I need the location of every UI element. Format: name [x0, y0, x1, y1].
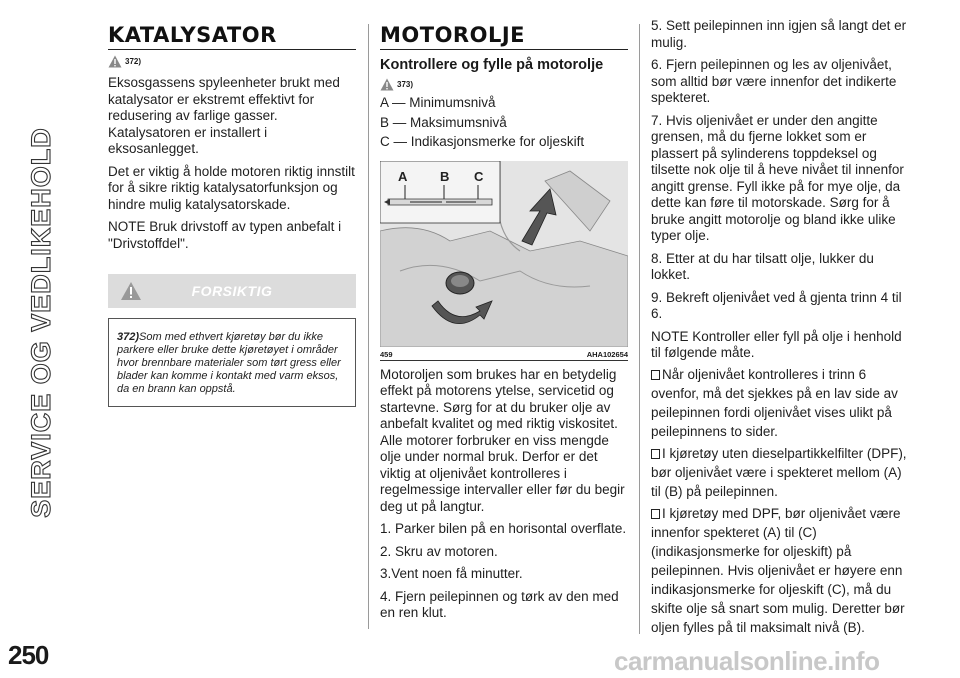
figure-number: 459	[380, 349, 393, 359]
caution-box	[108, 318, 356, 407]
checkbox-bullet-icon	[651, 370, 660, 380]
warning-triangle-icon	[120, 281, 142, 301]
step-1: 1. Parker bilen på en horisontal overflate.	[380, 521, 627, 536]
bullet-item	[651, 444, 913, 501]
engine-oil-paragraph: Motoroljen som brukes har en betydelig effekt på motorens ytelse, servicetid og startevne. Sørg for at du bruker olje av anbefalt kvalitet og med riktig viskositet. Alle motorer forbruker en viss mengde olje under normal bruk. Derfor er det viktig at oljenivået kontrolleres i regelmessige intervaller eller før du begir deg ut på langtur.	[380, 366, 625, 514]
page-number: 250	[8, 640, 49, 670]
bullet-item	[651, 365, 913, 441]
figure-label-b: B	[440, 168, 450, 184]
step-7: 7. Hvis oljenivået er under den angitte grensen, må du fjerne lokket som er plassert på sylinderens toppdeksel og tilsette nok olje til å heve nivået til innenfor angitt grense. Fyll ikke på for mye olje, da dette kan føre til motorskade. Sørg for å bruke angitt motorolje og bland ikke ulike typer olje.	[651, 112, 904, 243]
catalyst-note: NOTE Bruk drivstoff av typen anbefalt i "Drivstoffdel".	[108, 219, 342, 251]
bullet-item	[651, 504, 913, 637]
bullet-text-2: I kjøretøy uten dieselpartikkelfilter (DPF), bør oljenivået være i spekteret mellom (A) til (B) på peilepinnen.	[651, 445, 907, 499]
catalyst-section	[108, 22, 356, 407]
step-4: 4. Fjern peilepinnen og tørk av den med en ren klut.	[380, 588, 619, 620]
dipstick-illustration	[380, 161, 628, 347]
column-divider	[368, 24, 369, 629]
step-3: 3.Vent noen få minutter.	[380, 566, 523, 581]
legend-b: B — Maksimumsnivå	[380, 114, 507, 130]
catalyst-paragraph-1: Eksosgassens spyleenheter brukt med katalysator er ekstremt effektivt for redusering av farlige gasser. Katalysatoren er installert i eksosanlegget.	[108, 75, 340, 156]
checkbox-bullet-icon	[651, 509, 660, 519]
caution-text	[117, 331, 349, 396]
catalyst-warning-ref	[108, 53, 356, 69]
engine-oil-subheading: Kontrollere og fylle på motorolje	[380, 57, 604, 73]
warning-triangle-icon	[380, 78, 394, 91]
watermark: carmanualsonline.info	[614, 646, 880, 676]
step-5: 5. Sett peilepinnen inn igjen så langt det er mulig.	[651, 18, 907, 50]
engine-oil-steps-continued	[651, 18, 913, 637]
side-section-title	[18, 22, 64, 622]
legend-c: C — Indikasjonsmerke for oljeskift	[380, 134, 585, 149]
engine-oil-ref-number: 373)	[397, 79, 414, 89]
step-8: 8. Etter at du har tilsatt olje, lukker du lokket.	[651, 250, 874, 282]
caution-label: FORSIKTIG	[191, 283, 273, 299]
checkbox-bullet-icon	[651, 449, 660, 459]
catalyst-ref-number: 372)	[125, 56, 142, 66]
figure-label-c: C	[474, 168, 484, 184]
engine-oil-section	[380, 22, 628, 622]
figure-code: AHA102654	[586, 349, 628, 359]
step-6: 6. Fjern peilepinnen og les av oljenivået, som alltid bør være innenfor det indikerte spekteret.	[651, 57, 897, 105]
caution-number: 372)	[117, 331, 140, 343]
catalyst-heading: KATALYSATOR	[108, 22, 356, 50]
figure-label-a: A	[398, 168, 408, 184]
note: NOTE Kontroller eller fyll på olje i henhold til følgende måte.	[651, 328, 902, 360]
engine-oil-warning-ref	[380, 76, 628, 92]
bullet-text-3: I kjøretøy med DPF, bør oljenivået være innenfor spekteret (A) til (C) (indikasjonsmerke for oljeskift) på peilepinnen. Hvis oljenivået er høyere enn indikasjonsmerke for oljeskift (C), må du skifte olje så snart som mulig. Deretter bør oljen fylles på til maksimalt nivå (B).	[651, 505, 905, 635]
legend-a: A — Minimumsnivå	[380, 95, 496, 110]
figure-caption	[380, 350, 628, 359]
bullet-text-1: Når oljenivået kontrolleres i trinn 6 ovenfor, må det sjekkes på en lav side av peilepinnen fordi oljenivået vises ulikt på peilepinnens to sider.	[651, 366, 898, 439]
step-9: 9. Bekreft oljenivået ved å gjenta trinn 4 til 6.	[651, 289, 902, 321]
column-divider	[639, 24, 640, 634]
dipstick-illustration-drawing	[380, 161, 628, 347]
side-section-title-text: SERVICE OG VEDLIKEHOLD	[25, 126, 56, 518]
catalyst-paragraph-2: Det er viktig å holde motoren riktig innstilt for å sikre riktig katalysatorfunksjon og hindre mulig katalysatorskade.	[108, 163, 355, 212]
step-2: 2. Skru av motoren.	[380, 543, 498, 559]
figure-caption-rule	[380, 360, 628, 361]
caution-header	[108, 274, 356, 308]
engine-oil-heading: MOTOROLJE	[380, 22, 628, 50]
caution-body: Som med ethvert kjøretøy bør du ikke parkere eller bruke dette kjøretøyet i områder hvor brennbare materialer som tørt gress eller blader kan komme i kontakt med varm eksos, da en brann kan oppstå.	[117, 331, 341, 395]
warning-triangle-icon	[108, 55, 122, 68]
